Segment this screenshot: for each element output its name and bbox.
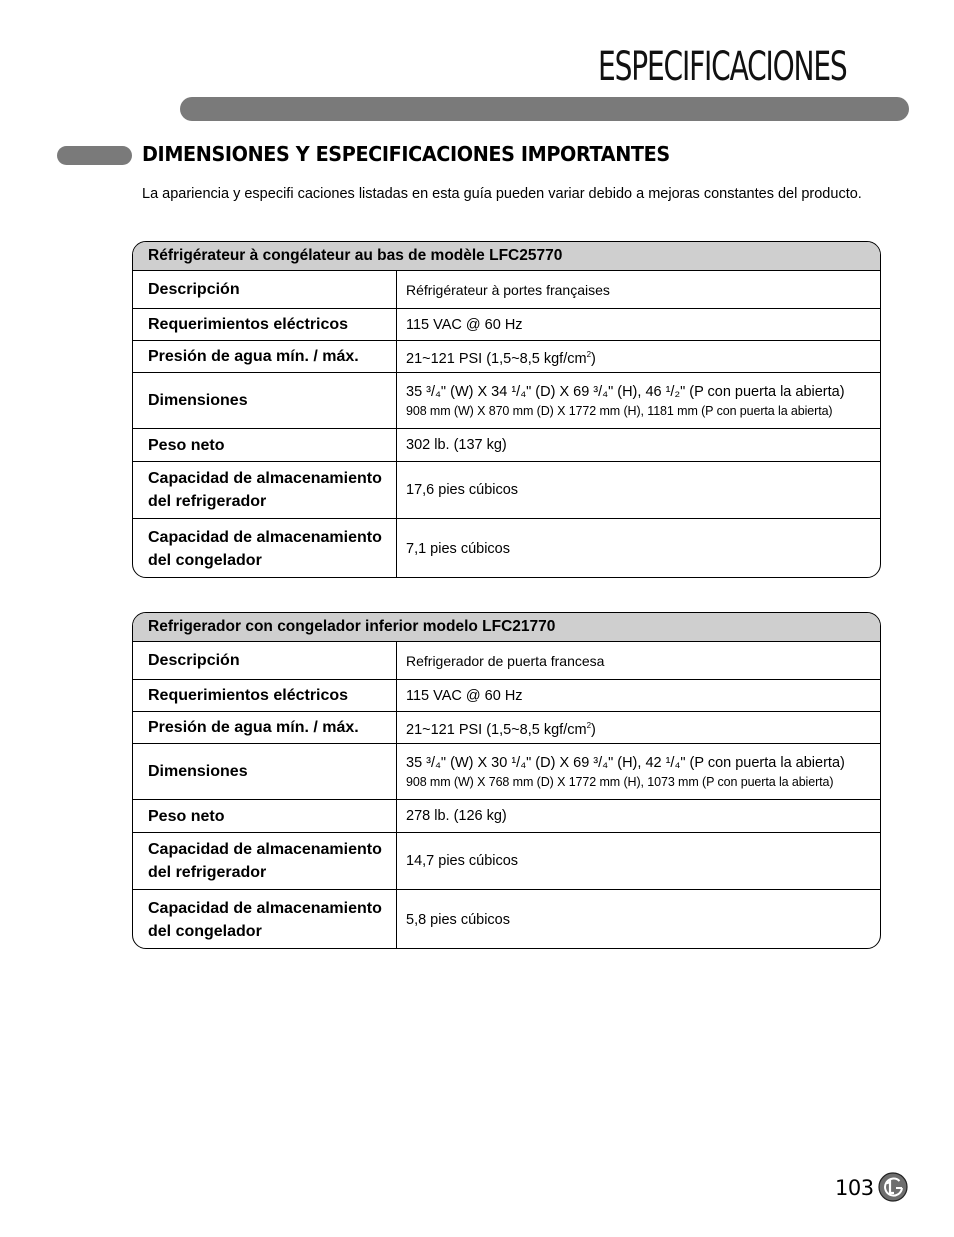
- presion-suffix: ): [591, 721, 596, 738]
- table-row-cap-congelador: [133, 890, 880, 949]
- peso-value: 302 lb. (137 kg): [406, 437, 507, 453]
- row-label: Descripción: [133, 271, 397, 308]
- cap-congelador-value: 7,1 pies cúbicos: [406, 540, 510, 557]
- row-label-line1: Capacidad de almacenamiento: [148, 470, 382, 487]
- title-bar-decoration: [180, 97, 909, 121]
- row-label: [133, 833, 397, 889]
- table-row-cap-refrigerador: [133, 833, 880, 890]
- row-label-line1: Capacidad de almacenamiento: [148, 528, 382, 546]
- row-value: [397, 429, 880, 461]
- row-label: Dimensiones: [133, 373, 397, 428]
- table-title: Refrigerador con congelador inferior modelo LFC21770: [133, 613, 880, 642]
- spec-table-lfc25770: [132, 241, 881, 578]
- descripcion-value: Refrigerador de puerta francesa: [406, 652, 605, 669]
- row-label-line2: del refrigerador: [148, 493, 267, 510]
- table-title: Réfrigérateur à congélateur au bas de modèle LFC25770: [133, 242, 880, 271]
- table-row-cap-congelador: [133, 519, 880, 578]
- row-value: [397, 373, 880, 428]
- presion-value: [406, 716, 880, 740]
- row-label: Peso neto: [133, 429, 397, 461]
- row-value: [397, 890, 880, 949]
- section-heading: DIMENSIONES Y ESPECIFICACIONES IMPORTANTES: [142, 142, 670, 166]
- table-row-dimensiones: [133, 744, 880, 800]
- row-label-line2: del refrigerador: [148, 864, 267, 881]
- section-pill-decoration: [57, 146, 132, 165]
- row-value: [397, 800, 880, 832]
- table-row-descripcion: [133, 271, 880, 309]
- row-value: [397, 341, 880, 372]
- row-value: [397, 519, 880, 578]
- row-value: [397, 271, 880, 308]
- page-number: 103: [835, 1176, 874, 1200]
- row-label: Dimensiones: [133, 744, 397, 799]
- page-title: ESPECIFICACIONES: [598, 44, 847, 90]
- table-row-cap-refrigerador: [133, 462, 880, 519]
- row-value: [397, 712, 880, 743]
- presion-value: [406, 345, 880, 369]
- row-label-line1: Capacidad de almacenamiento: [148, 841, 382, 858]
- row-value: [397, 680, 880, 711]
- table-row-dimensiones: [133, 373, 880, 429]
- row-value: [397, 744, 880, 799]
- row-label: Presión de agua mín. / máx.: [133, 712, 397, 743]
- row-label: Requerimientos eléctricos: [133, 309, 397, 340]
- lg-logo-icon: [878, 1172, 908, 1202]
- dimensiones-metric: 908 mm (W) X 870 mm (D) X 1772 mm (H), 1181 mm (P con puerta la abierta): [406, 403, 833, 418]
- row-label: [133, 890, 397, 949]
- row-label-line2: del congelador: [148, 922, 262, 940]
- row-value: [397, 309, 880, 340]
- row-value: [397, 462, 880, 518]
- table-row-electricos: [133, 309, 880, 341]
- spec-table-lfc21770: [132, 612, 881, 949]
- table-row-descripcion: [133, 642, 880, 680]
- dimensiones-imperial: 35 ³/₄" (W) X 30 ¹/₄" (D) X 69 ³/₄" (H), 42 ¹/₄" (P con puerta la abierta): [406, 754, 845, 771]
- table-row-presion: [133, 341, 880, 373]
- table-row-presion: [133, 712, 880, 744]
- row-label: Peso neto: [133, 800, 397, 832]
- presion-sup: 2: [586, 349, 592, 359]
- cap-refrigerador-value: 14,7 pies cúbicos: [406, 853, 519, 869]
- electricos-value: 115 VAC @ 60 Hz: [406, 316, 523, 333]
- descripcion-value: Réfrigérateur à portes françaises: [406, 281, 610, 298]
- row-label: Requerimientos eléctricos: [133, 680, 397, 711]
- presion-text: 21~121 PSI (1,5~8,5 kgf/cm: [406, 721, 587, 738]
- peso-value: 278 lb. (126 kg): [406, 808, 507, 824]
- cap-refrigerador-value: 17,6 pies cúbicos: [406, 482, 519, 498]
- row-value: [397, 642, 880, 679]
- table-row-electricos: [133, 680, 880, 712]
- table-row-peso: [133, 800, 880, 833]
- row-value: [397, 833, 880, 889]
- presion-suffix: ): [591, 350, 596, 367]
- row-label: [133, 462, 397, 518]
- electricos-value: 115 VAC @ 60 Hz: [406, 687, 523, 704]
- presion-text: 21~121 PSI (1,5~8,5 kgf/cm: [406, 350, 587, 367]
- dimensiones-imperial: 35 ³/₄" (W) X 34 ¹/₄" (D) X 69 ³/₄" (H), 46 ¹/₂" (P con puerta la abierta): [406, 383, 845, 400]
- row-label: Presión de agua mín. / máx.: [133, 341, 397, 372]
- row-label-line2: del congelador: [148, 551, 262, 569]
- dimensiones-metric: 908 mm (W) X 768 mm (D) X 1772 mm (H), 1073 mm (P con puerta la abierta): [406, 774, 834, 789]
- cap-congelador-value: 5,8 pies cúbicos: [406, 911, 510, 928]
- table-row-peso: [133, 429, 880, 462]
- intro-paragraph: La apariencia y especifi caciones listadas en esta guía pueden variar debido a mejoras constantes del producto.: [142, 186, 862, 202]
- row-label: [133, 519, 397, 578]
- row-label-line1: Capacidad de almacenamiento: [148, 899, 382, 917]
- presion-sup: 2: [586, 720, 592, 730]
- row-label: Descripción: [133, 642, 397, 679]
